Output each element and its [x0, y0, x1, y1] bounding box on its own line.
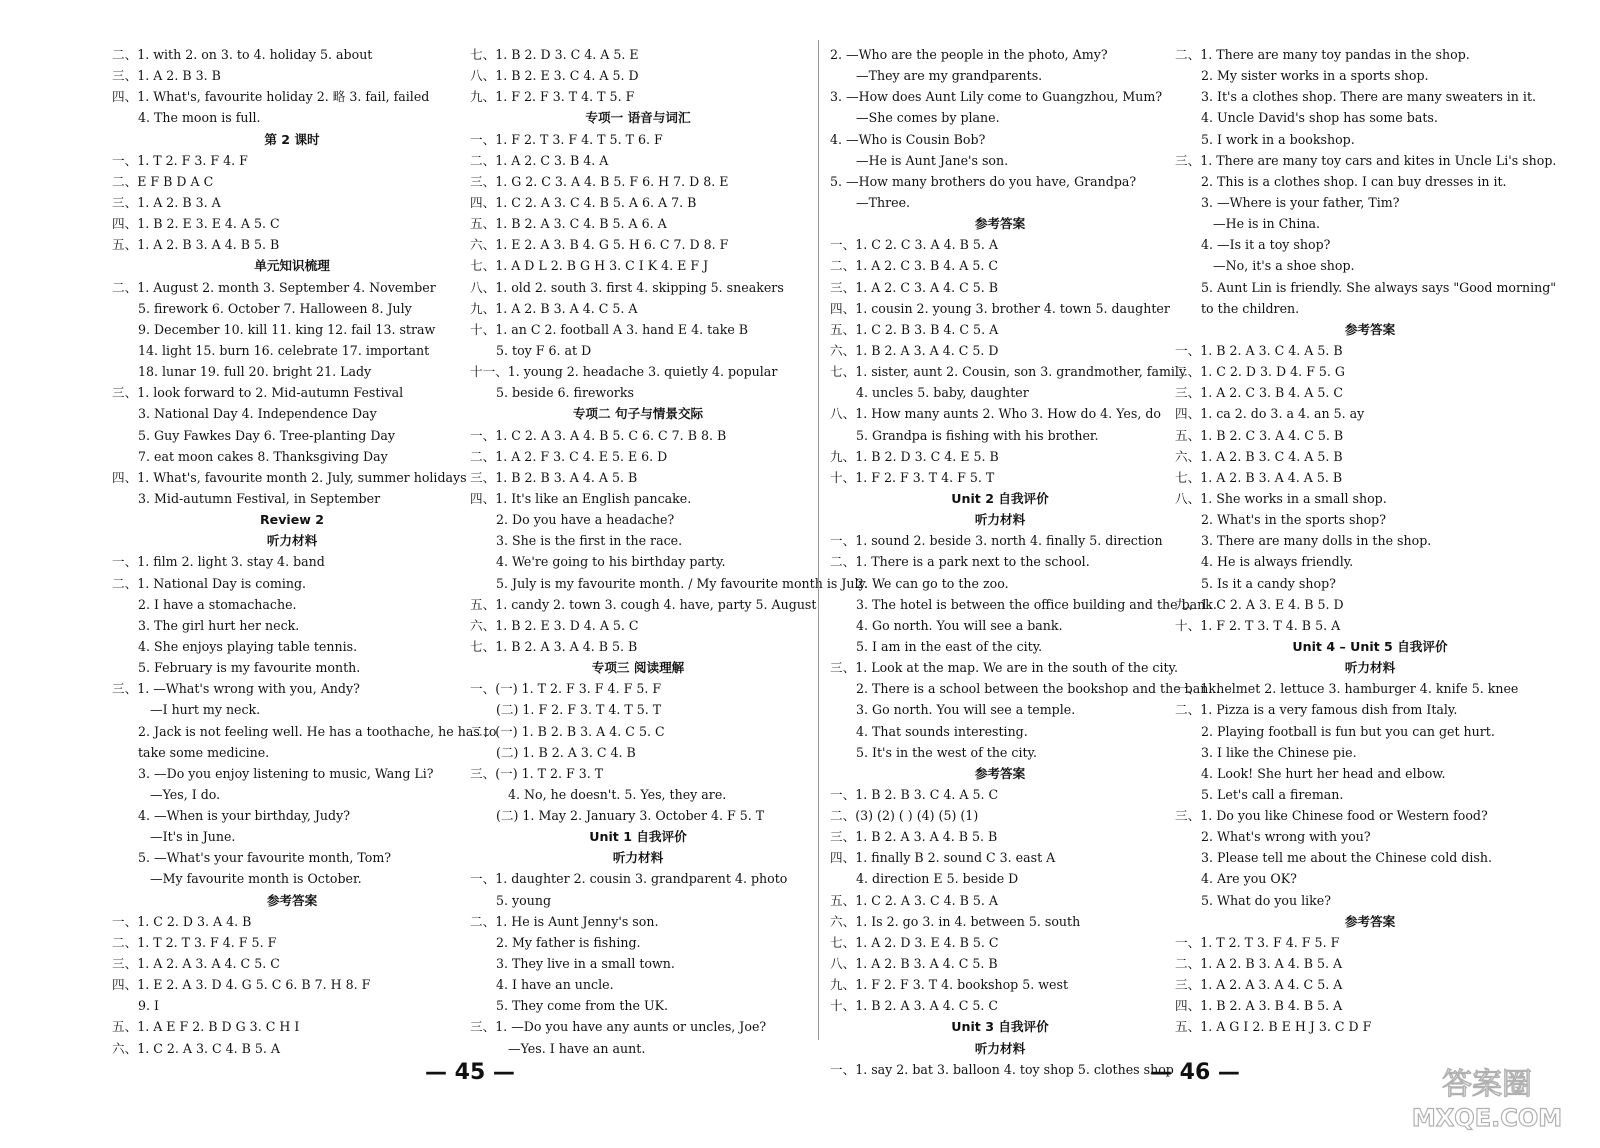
answer-line: 三、1. A 2. A 3. A 4. C 5. C: [112, 956, 280, 972]
section-heading: 参考答案: [974, 765, 1026, 781]
answer-line: 一、1. sound 2. beside 3. north 4. finally 5. direction: [830, 533, 1163, 549]
answer-line: 九、1. C 2. A 3. E 4. B 5. D: [1175, 596, 1344, 612]
answer-line: 2. This is a clothes shop. I can buy dresses in it.: [1201, 173, 1507, 189]
answer-line: 八、1. B 2. E 3. C 4. A 5. D: [470, 68, 639, 84]
answer-line: 三、1. A 2. B 3. A: [112, 194, 221, 210]
answer-line: 一、1. helmet 2. lettuce 3. hamburger 4. knife 5. knee: [1175, 681, 1519, 697]
page-number-left: — 45 —: [425, 1060, 515, 1085]
answer-line: 5. It's in the west of the city.: [856, 744, 1037, 760]
answer-line: 3. Please tell me about the Chinese cold dish.: [1201, 850, 1492, 866]
watermark-text-cn: 答案圈: [1442, 1067, 1532, 1102]
answer-line: 四、1. B 2. E 3. E 4. A 5. C: [112, 216, 280, 232]
answer-line: 二、1. Pizza is a very famous dish from Italy.: [1175, 702, 1458, 718]
answer-line: 4. Look! She hurt her head and elbow.: [1201, 765, 1446, 781]
answer-line: 二、1. A 2. B 3. A 4. B 5. A: [1175, 956, 1343, 972]
answer-line: 5. July is my favourite month. / My favourite month is July.: [496, 575, 868, 591]
answer-line: 八、1. A 2. B 3. A 4. C 5. B: [830, 956, 998, 972]
answer-line: 八、1. How many aunts 2. Who 3. How do 4. Yes, do: [830, 406, 1161, 422]
answer-line: 四、1. What's, favourite month 2. July, summer holidays: [112, 469, 467, 485]
answer-line: 3. They live in a small town.: [496, 956, 675, 972]
answer-line: 4. He is always friendly.: [1201, 554, 1354, 570]
section-heading: 听力材料: [1344, 660, 1396, 676]
answer-line: 三、1. A 2. B 3. B: [112, 68, 221, 84]
section-heading: 参考答案: [1344, 913, 1396, 929]
answer-line: 4. direction E 5. beside D: [856, 871, 1019, 887]
answer-line: 4. Uncle David's shop has some bats.: [1201, 110, 1438, 126]
section-heading: 单元知识梳理: [254, 258, 330, 274]
answer-line: 四、1. ca 2. do 3. a 4. an 5. ay: [1175, 406, 1365, 422]
answer-line: 2. —Who are the people in the photo, Amy?: [830, 47, 1108, 62]
answer-line: —She comes by plane.: [856, 110, 1000, 126]
answer-line: —Three.: [856, 194, 911, 210]
answer-line: —They are my grandparents.: [856, 68, 1043, 84]
answer-line: —I hurt my neck.: [150, 702, 261, 718]
answer-line: 5. Aunt Lin is friendly. She always says "Good morning": [1201, 279, 1557, 295]
answer-line: 四、1. It's like an English pancake.: [470, 490, 692, 506]
answer-line: 二、1. A 2. C 3. B 4. A: [470, 152, 609, 168]
answer-line: 9. I: [138, 998, 159, 1014]
answer-line: 五、1. C 2. B 3. B 4. C 5. A: [830, 321, 999, 337]
answer-line: 二、1. There are many toy pandas in the shop.: [1175, 47, 1470, 62]
answer-line: 5. toy F 6. at D: [496, 342, 592, 358]
answer-line: 一、1. daughter 2. cousin 3. grandparent 4. photo: [470, 871, 788, 887]
answer-column-2: [470, 44, 868, 1059]
answer-line: 4. I have an uncle.: [496, 977, 614, 993]
answer-line: 3. —How does Aunt Lily come to Guangzhou, Mum?: [830, 89, 1163, 105]
answer-line: 2. Jack is not feeling well. He has a toothache, he has to: [138, 723, 497, 739]
answer-line: 四、1. B 2. A 3. B 4. B 5. A: [1175, 998, 1343, 1014]
answer-line: 一、1. T 2. T 3. F 4. F 5. F: [1175, 934, 1340, 950]
answer-line: 3. It's a clothes shop. There are many sweaters in it.: [1201, 89, 1537, 105]
answer-line: 三、1. Look at the map. We are in the south of the city.: [830, 660, 1179, 676]
answer-line: 18. lunar 19. full 20. bright 21. Lady: [138, 364, 372, 380]
answer-line: 5. February is my favourite month.: [138, 660, 361, 676]
answer-line: 3. —Where is your father, Tim?: [1201, 194, 1400, 210]
answer-line: 七、1. A 2. B 3. A 4. A 5. B: [1175, 469, 1343, 485]
answer-line: 三、1. A 2. A 3. A 4. C 5. A: [1175, 977, 1343, 993]
section-heading: 参考答案: [1344, 321, 1396, 337]
answer-line: 二、1. C 2. D 3. D 4. F 5. G: [1175, 364, 1345, 380]
answer-line: 二、1. with 2. on 3. to 4. holiday 5. about: [112, 47, 373, 62]
section-heading: 听力材料: [612, 850, 664, 866]
answer-line: 二、1. August 2. month 3. September 4. November: [112, 279, 436, 295]
answer-line: 2. What's in the sports shop?: [1201, 512, 1386, 528]
section-heading: 听力材料: [266, 533, 318, 549]
answer-line: 五、1. C 2. A 3. C 4. B 5. A: [830, 892, 999, 908]
answer-line: 六、1. E 2. A 3. B 4. G 5. H 6. C 7. D 8. F: [470, 237, 729, 253]
watermark-text-url: MXQE.COM: [1412, 1104, 1562, 1132]
answer-line: 一、(一) 1. T 2. F 3. F 4. F 5. F: [470, 681, 662, 697]
answer-line: 四、1. finally B 2. sound C 3. east A: [830, 850, 1056, 866]
answer-line: 四、1. E 2. A 3. D 4. G 5. C 6. B 7. H 8. F: [112, 977, 371, 993]
answer-line: 四、1. C 2. A 3. C 4. B 5. A 6. A 7. B: [470, 194, 697, 210]
answer-column-1: [112, 44, 497, 1059]
answer-line: 二、1. National Day is coming.: [112, 575, 307, 591]
answer-line: 5. beside 6. fireworks: [496, 385, 634, 401]
answer-line: 2. My sister works in a sports shop.: [1201, 68, 1429, 84]
answer-line: 十、1. B 2. A 3. A 4. C 5. C: [830, 998, 999, 1014]
answer-line: 2. There is a school between the bookshop and the bank.: [856, 681, 1220, 697]
answer-line: 一、1. F 2. T 3. F 4. T 5. T 6. F: [470, 131, 663, 147]
answer-line: 二、(一) 1. B 2. B 3. A 4. C 5. C: [470, 723, 665, 739]
answer-line: 三、1. —Do you have any aunts or uncles, Joe?: [470, 1019, 767, 1035]
answer-line: 七、1. A 2. D 3. E 4. B 5. C: [830, 934, 999, 950]
answer-line: 五、1. A E F 2. B D G 3. C H I: [112, 1019, 300, 1035]
answer-column-4: [1175, 44, 1565, 1038]
answer-line: 五、1. A G I 2. B E H J 3. C D F: [1175, 1019, 1372, 1035]
answer-line: 九、1. F 2. F 3. T 4. bookshop 5. west: [830, 977, 1069, 993]
answer-line: 9. December 10. kill 11. king 12. fail 13. straw: [138, 321, 436, 337]
answer-line: 5. Let's call a fireman.: [1201, 786, 1344, 802]
answer-line: 六、1. A 2. B 3. C 4. A 5. B: [1175, 448, 1343, 464]
answer-line: 三、1. look forward to 2. Mid-autumn Festival: [112, 385, 404, 401]
answer-line: —My favourite month is October.: [150, 871, 362, 887]
section-heading: Unit 3 自我评价: [951, 1019, 1049, 1035]
answer-line: 4. No, he doesn't. 5. Yes, they are.: [508, 786, 727, 802]
answer-line: 3. The girl hurt her neck.: [138, 617, 300, 633]
answer-line: 4. The moon is full.: [138, 110, 261, 126]
answer-line: (二) 1. May 2. January 3. October 4. F 5. T: [496, 808, 765, 824]
answer-line: 二、1. A 2. F 3. C 4. E 5. E 6. D: [470, 448, 668, 464]
answer-line: 5. firework 6. October 7. Halloween 8. July: [138, 300, 412, 316]
answer-line: 3. I like the Chinese pie.: [1201, 744, 1357, 760]
answer-line: (二) 1. B 2. A 3. C 4. B: [496, 744, 636, 760]
answer-line: 五、1. A 2. B 3. A 4. B 5. B: [112, 237, 280, 253]
answer-line: 4. uncles 5. baby, daughter: [856, 385, 1029, 401]
answer-line: 4. —When is your birthday, Judy?: [138, 808, 350, 824]
answer-line: 二、1. T 2. T 3. F 4. F 5. F: [112, 934, 277, 950]
section-heading: 专项一 语音与词汇: [585, 110, 691, 126]
answer-line: 十一、1. young 2. headache 3. quietly 4. popular: [470, 364, 778, 380]
section-heading: Unit 1 自我评价: [589, 829, 687, 845]
section-heading: Review 2: [259, 512, 325, 528]
answer-line: 3. There are many dolls in the shop.: [1201, 533, 1432, 549]
section-heading: 参考答案: [974, 216, 1026, 232]
section-heading: 专项二 句子与情景交际: [572, 406, 704, 422]
answer-line: 2. I have a stomachache.: [138, 596, 297, 612]
answer-line: 六、1. Is 2. go 3. in 4. between 5. south: [830, 913, 1081, 929]
answer-line: 5. They come from the UK.: [496, 998, 668, 1014]
answer-line: 六、1. B 2. E 3. D 4. A 5. C: [470, 617, 639, 633]
answer-line: —Yes, I do.: [150, 786, 221, 802]
answer-line: 4. —Who is Cousin Bob?: [830, 131, 986, 147]
answer-line: 一、1. B 2. A 3. C 4. A 5. B: [1175, 342, 1343, 358]
answer-line: 3. The hotel is between the office building and the bank.: [856, 596, 1217, 612]
answer-line: 5. —How many brothers do you have, Grandpa?: [830, 173, 1137, 189]
answer-line: 5. young: [496, 892, 551, 908]
section-heading: 专项三 阅读理解: [591, 660, 685, 676]
answer-line: 十、1. F 2. T 3. T 4. B 5. A: [1175, 617, 1341, 633]
answer-line: 2. Playing football is fun but you can get hurt.: [1201, 723, 1495, 739]
answer-line: 4. Are you OK?: [1201, 871, 1297, 887]
answer-line: 三、1. G 2. C 3. A 4. B 5. F 6. H 7. D 8. E: [470, 173, 729, 189]
answer-line: 14. light 15. burn 16. celebrate 17. important: [138, 342, 430, 358]
section-heading: Unit 4 – Unit 5 自我评价: [1292, 638, 1448, 654]
answer-line: 4. Go north. You will see a bank.: [856, 617, 1063, 633]
answer-line: 六、1. C 2. A 3. C 4. B 5. A: [112, 1040, 281, 1056]
answer-line: 九、1. F 2. F 3. T 4. T 5. F: [470, 89, 635, 105]
answer-line: —Yes. I have an aunt.: [508, 1040, 646, 1056]
answer-line: —No, it's a shoe shop.: [1213, 258, 1355, 274]
answer-line: 5. Guy Fawkes Day 6. Tree-planting Day: [138, 427, 396, 443]
answer-line: 九、1. A 2. B 3. A 4. C 5. A: [470, 300, 638, 316]
answer-line: 三、1. A 2. C 3. A 4. C 5. B: [830, 279, 999, 295]
answer-line: 5. Is it a candy shop?: [1201, 575, 1336, 591]
answer-line: 八、1. old 2. south 3. first 4. skipping 5. sneakers: [470, 279, 784, 295]
answer-line: 一、1. say 2. bat 3. balloon 4. toy shop 5. clothes shop: [830, 1061, 1174, 1077]
section-heading: 听力材料: [974, 1040, 1026, 1056]
answer-line: 五、1. B 2. C 3. A 4. C 5. B: [1175, 427, 1344, 443]
answer-line: 5. What do you like?: [1201, 892, 1331, 908]
answer-line: 三、1. A 2. C 3. B 4. A 5. C: [1175, 385, 1344, 401]
answer-line: 一、1. T 2. F 3. F 4. F: [112, 152, 248, 168]
answer-line: 七、1. B 2. D 3. C 4. A 5. E: [470, 47, 639, 62]
answer-line: 七、1. B 2. A 3. A 4. B 5. B: [470, 638, 638, 654]
answer-line: 5. Grandpa is fishing with his brother.: [856, 427, 1099, 443]
answer-line: 一、1. film 2. light 3. stay 4. band: [112, 554, 325, 570]
answer-line: 4. We're going to his birthday party.: [496, 554, 726, 570]
answer-line: —He is Aunt Jane's son.: [856, 152, 1009, 168]
section-heading: 第 2 课时: [264, 131, 320, 147]
answer-line: 八、1. She works in a small shop.: [1175, 490, 1387, 506]
answer-line: 一、1. C 2. C 3. A 4. B 5. A: [830, 237, 999, 253]
section-heading: 参考答案: [266, 892, 318, 908]
answer-line: to the children.: [1201, 300, 1300, 316]
answer-line: 2. Do you have a headache?: [496, 512, 675, 528]
answer-line: 三、1. There are many toy cars and kites in Uncle Li's shop.: [1175, 152, 1557, 168]
answer-line: —He is in China.: [1213, 216, 1321, 232]
page-divider: [818, 40, 819, 1040]
answer-line: 3. National Day 4. Independence Day: [138, 406, 377, 422]
answer-line: 十、1. an C 2. football A 3. hand E 4. take B: [470, 321, 749, 337]
answer-line: 5. I work in a bookshop.: [1201, 131, 1355, 147]
answer-line: 4. That sounds interesting.: [856, 723, 1028, 739]
answer-line: 4. She enjoys playing table tennis.: [138, 638, 358, 654]
answer-line: 二、1. There is a park next to the school.: [830, 554, 1090, 570]
answer-line: 三、(一) 1. T 2. F 3. T: [470, 765, 604, 781]
answer-line: 4. —Is it a toy shop?: [1201, 237, 1331, 253]
answer-line: 七、1. A D L 2. B G H 3. C I K 4. E F J: [470, 258, 709, 274]
answer-line: 三、1. Do you like Chinese food or Western food?: [1175, 808, 1488, 824]
answer-line: 六、1. B 2. A 3. A 4. C 5. D: [830, 342, 999, 358]
answer-line: 5. I am in the east of the city.: [856, 638, 1043, 654]
answer-line: 3. —Do you enjoy listening to music, Wang Li?: [138, 765, 434, 781]
answer-line: 二、E F B D A C: [112, 173, 214, 189]
answer-line: 四、1. cousin 2. young 3. brother 4. town 5. daughter: [830, 300, 1170, 316]
answer-line: 2. We can go to the zoo.: [856, 575, 1009, 591]
answer-line: (二) 1. F 2. F 3. T 4. T 5. T: [496, 702, 662, 718]
answer-line: 7. eat moon cakes 8. Thanksgiving Day: [138, 448, 388, 464]
answer-line: 一、1. B 2. B 3. C 4. A 5. C: [830, 786, 999, 802]
answer-line: 五、1. B 2. A 3. C 4. B 5. A 6. A: [470, 216, 667, 232]
answer-line: 九、1. B 2. D 3. C 4. E 5. B: [830, 448, 999, 464]
answer-line: 四、1. What's, favourite holiday 2. 略 3. fail, failed: [112, 89, 430, 105]
answer-line: 3. She is the first in the race.: [496, 533, 683, 549]
answer-line: 二、1. He is Aunt Jenny's son.: [470, 913, 659, 929]
answer-line: 一、1. C 2. D 3. A 4. B: [112, 913, 252, 929]
answer-line: 二、1. A 2. C 3. B 4. A 5. C: [830, 258, 999, 274]
answer-line: 2. My father is fishing.: [496, 934, 641, 950]
answer-line: 3. Mid-autumn Festival, in September: [138, 490, 381, 506]
watermark-logo: [1412, 1054, 1562, 1134]
answer-line: 三、1. B 2. B 3. A 4. A 5. B: [470, 469, 638, 485]
answer-line: 五、1. candy 2. town 3. cough 4. have, party 5. August: [470, 596, 817, 612]
page-number-right: — 46 —: [1150, 1060, 1240, 1085]
answer-line: 5. —What's your favourite month, Tom?: [138, 850, 392, 866]
answer-line: 3. Go north. You will see a temple.: [856, 702, 1076, 718]
answer-line: —It's in June.: [150, 829, 236, 845]
answer-line: 十、1. F 2. F 3. T 4. F 5. T: [830, 469, 995, 485]
answer-line: take some medicine.: [138, 744, 270, 760]
section-heading: Unit 2 自我评价: [951, 490, 1049, 506]
answer-line: 2. What's wrong with you?: [1201, 829, 1371, 845]
section-heading: 听力材料: [974, 512, 1026, 528]
answer-line: 二、(3) (2) ( ) (4) (5) (1): [830, 808, 979, 824]
answer-line: 三、1. B 2. A 3. A 4. B 5. B: [830, 829, 998, 845]
answer-line: 七、1. sister, aunt 2. Cousin, son 3. grandmother, family: [830, 364, 1187, 380]
answer-line: 一、1. C 2. A 3. A 4. B 5. C 6. C 7. B 8. B: [470, 427, 727, 443]
answer-line: 三、1. —What's wrong with you, Andy?: [112, 681, 360, 697]
